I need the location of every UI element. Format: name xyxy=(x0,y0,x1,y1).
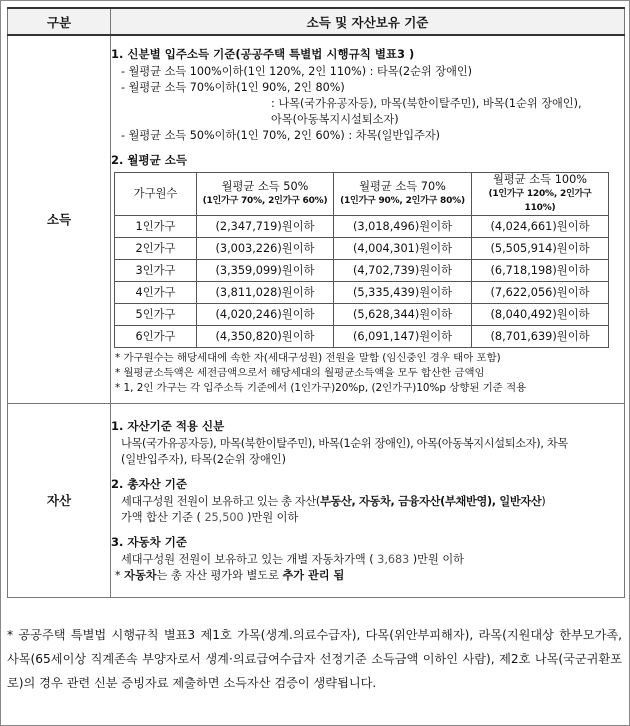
table-row xyxy=(115,216,609,238)
income-table-header xyxy=(115,173,609,216)
cell-v50: (3,359,099)원이하 xyxy=(197,260,334,282)
cell-household: 3인가구 xyxy=(115,260,197,282)
income-row xyxy=(8,35,625,403)
assets-s2-post: ) xyxy=(541,495,546,508)
assets-s2-pre: 세대구성원 전원이 보유하고 있는 총 자산( xyxy=(121,495,320,508)
assets-s3-pre: 세대구성원 전원이 보유하고 있는 개별 자동차가액 ( xyxy=(121,553,378,566)
assets-s2-line2 xyxy=(111,510,624,526)
assets-row xyxy=(8,403,625,597)
cell-v100: (6,718,198)원이하 xyxy=(472,260,609,282)
col-50-title: 월평균 소득 50% xyxy=(221,180,309,194)
assets-s3-note-mid: 는 총 자산 평가와 별도로 xyxy=(156,569,283,582)
cell-v70: (5,335,439)원이하 xyxy=(334,282,472,304)
cell-v70: (4,702,739)원이하 xyxy=(334,260,472,282)
col-50 xyxy=(197,173,334,216)
cell-v100: (5,505,914)원이하 xyxy=(472,238,609,260)
table-row xyxy=(115,282,609,304)
col-100 xyxy=(472,173,609,216)
col-70 xyxy=(334,173,472,216)
header-criteria: 소득 및 자산보유 기준 xyxy=(111,8,625,35)
assets-content xyxy=(111,403,625,597)
income-line: - 월평균 소득 70%이하(1인 90%, 2인 80%) xyxy=(121,81,345,95)
assets-s3-post: )만원 이하 xyxy=(409,553,464,566)
cell-household: 4인가구 xyxy=(115,282,197,304)
table-row xyxy=(115,238,609,260)
assets-s2-bold: 부동산, 자동차, 금융자산(부채반영), 일반자산 xyxy=(319,495,542,508)
cell-v100: (4,024,661)원이하 xyxy=(472,216,609,238)
income-table xyxy=(114,172,609,348)
cell-v50: (4,020,246)원이하 xyxy=(197,304,334,326)
cell-v70: (4,004,301)원이하 xyxy=(334,238,472,260)
assets-s3-note-star: * xyxy=(115,569,125,582)
assets-s3-title: 3. 자동차 기준 xyxy=(111,535,187,549)
assets-s3-amount: 3,683 xyxy=(377,553,410,566)
income-line: - 월평균 소득 50%이하(1인 70%, 2인 60%) : 차목(일반입주자) xyxy=(121,129,441,143)
income-line: 아목(아동복지시설퇴소자) xyxy=(271,113,399,127)
criteria-table xyxy=(7,7,625,598)
income-label: 소득 xyxy=(8,35,111,403)
assets-s1-title: 1. 자산기준 적용 신분 xyxy=(111,419,225,433)
assets-s2-title: 2. 총자산 기준 xyxy=(111,477,187,491)
assets-s3-note xyxy=(111,568,624,584)
header-category: 구분 xyxy=(8,8,111,35)
cell-household: 5인가구 xyxy=(115,304,197,326)
assets-s1-line: 나목(국가유공자등), 마목(북한이탈주민), 바목(1순위 장애인), 아목(아동복지시설퇴소자), 차목 xyxy=(121,437,568,450)
income-content xyxy=(111,35,625,403)
cell-v50: (3,811,028)원이하 xyxy=(197,282,334,304)
cell-v70: (6,091,147)원이하 xyxy=(334,326,472,348)
cell-household: 6인가구 xyxy=(115,326,197,348)
cell-v70: (3,018,496)원이하 xyxy=(334,216,472,238)
cell-v100: (7,622,056)원이하 xyxy=(472,282,609,304)
col-100-sub: (1인가구 120%, 2인가구 110%) xyxy=(488,189,592,214)
cell-v50: (4,350,820)원이하 xyxy=(197,326,334,348)
income-note: * 가구원수는 해당세대에 속한 자(세대구성원) 전원을 말함 (임신중인 경우 태아 포함) xyxy=(115,352,501,365)
cell-v70: (5,628,344)원이하 xyxy=(334,304,472,326)
cell-v100: (8,701,639)원이하 xyxy=(472,326,609,348)
income-note: * 월평균소득액은 세전금액으로서 해당세대의 월평균소득액을 모두 합산한 금액임 xyxy=(115,367,485,380)
header-row xyxy=(8,8,625,35)
cell-v100: (8,040,492)원이하 xyxy=(472,304,609,326)
cell-v50: (3,003,226)원이하 xyxy=(197,238,334,260)
assets-label: 자산 xyxy=(8,403,111,597)
assets-s2-line2-pre: 가액 합산 기준 ( xyxy=(121,511,205,524)
col-50-sub: (1인가구 70%, 2인가구 60%) xyxy=(202,196,328,207)
cell-household: 2인가구 xyxy=(115,238,197,260)
col-70-title: 월평균 소득 70% xyxy=(359,180,446,194)
assets-s2-line2-post: )만원 이하 xyxy=(243,511,299,524)
income-line: : 나목(국가유공자등), 마목(북한이탈주민), 바목(1순위 장애인), xyxy=(271,97,582,111)
table-row xyxy=(115,326,609,348)
footnote: * 공공주택 특별법 시행규칙 별표3 제1호 가목(생계.의료수급자), 다목(위안부피해자), 라목(지원대상 한부모가족, 사목(65세이상 직계존속 부양자로서 생계·의료급여수급자 선정기준 소득금액 이하인 사람), 제2호 나목(국군귀환포로)의 경우 관련 신분 증빙자료 제출하면 소득자산 검증이 생략됩니다. xyxy=(7,628,622,690)
assets-s2-amount: 25,500 xyxy=(204,511,244,524)
assets-s3-note-b2: 추가 관리 됨 xyxy=(282,569,345,582)
table-row xyxy=(115,260,609,282)
income-section2-title: 2. 월평균 소득 xyxy=(111,153,187,168)
assets-s2-line xyxy=(111,494,624,510)
col-household: 가구원수 xyxy=(115,173,197,216)
cell-household: 1인가구 xyxy=(115,216,197,238)
income-section1-title: 1. 신분별 입주소득 기준(공공주택 특별법 시행규칙 별표3 ) xyxy=(111,47,415,62)
cell-v50: (2,347,719)원이하 xyxy=(197,216,334,238)
assets-s3-note-b1: 자동차 xyxy=(124,569,157,582)
income-line: - 월평균 소득 100%이하(1인 120%, 2인 110%) : 타목(2순위 장애인) xyxy=(121,65,473,79)
col-100-title: 월평균 소득 100% xyxy=(492,173,588,187)
assets-s3-line xyxy=(111,552,624,568)
assets-s1-line: (일반입주자), 타목(2순위 장애인) xyxy=(121,453,286,466)
table-row xyxy=(115,304,609,326)
income-note: * 1, 2인 가구는 각 입주소득 기준에서 (1인가구)20%p, (2인가구)10%p 상향된 기준 적용 xyxy=(115,382,527,395)
col-70-sub: (1인가구 90%, 2인가구 80%) xyxy=(340,196,465,207)
